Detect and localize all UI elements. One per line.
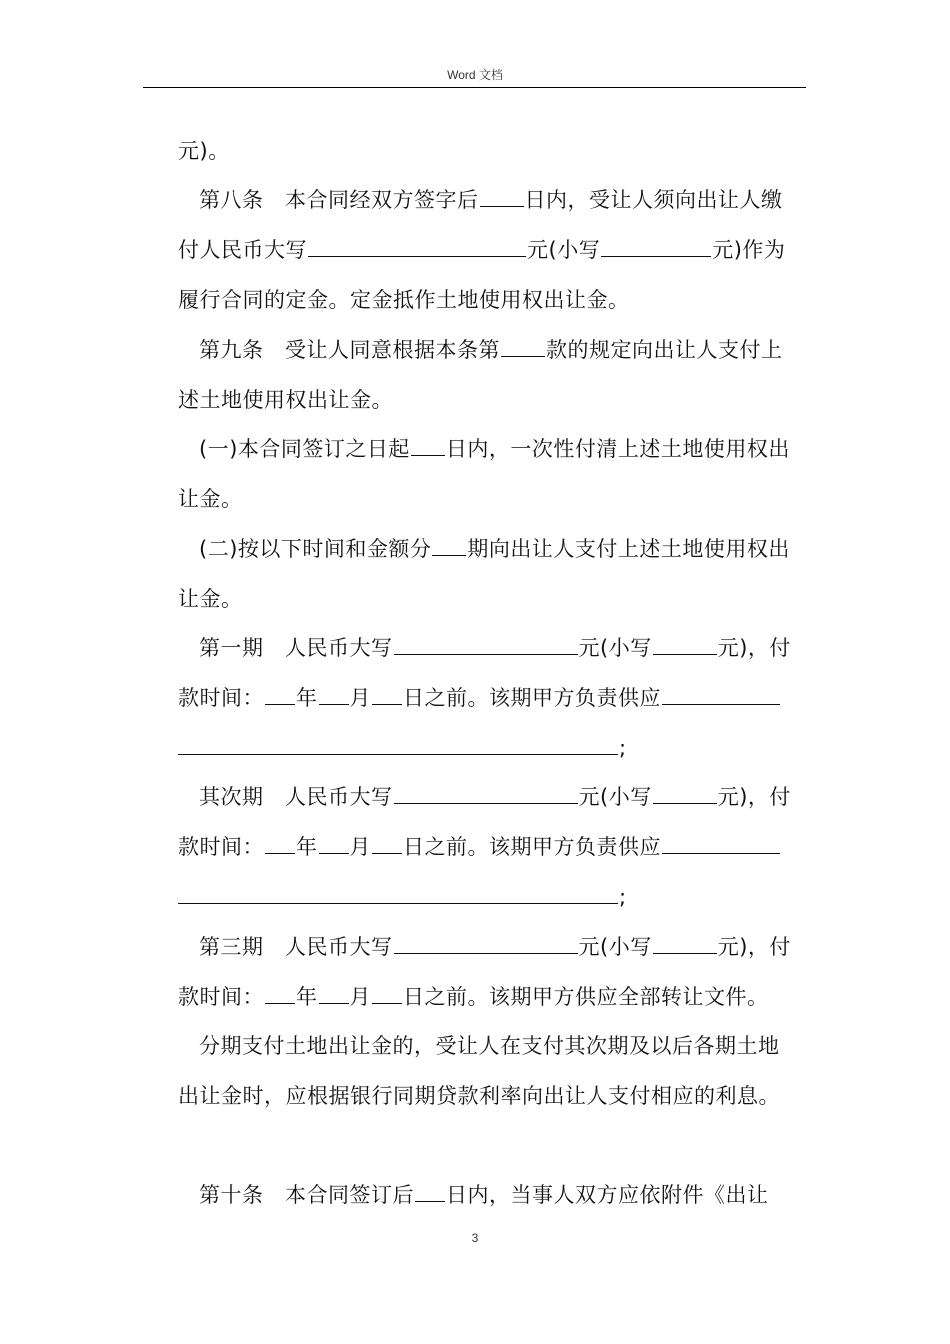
blank-field [178, 734, 618, 755]
paragraph-line: 元)。 [178, 139, 230, 163]
article-8-line-3: 履行合同的定金。定金抵作土地使用权出让金。 [178, 288, 630, 312]
blank-field [319, 983, 349, 1004]
article-10-line-1: 第十条 本合同签订后 日内，当事人双方应依附件《出让 [199, 1183, 769, 1207]
installment-1-line-2: 款时间： 年 月 日之前。该期甲方负责供应 [178, 683, 781, 713]
article-9-line-1: 第九条 受让人同意根据本条第 款的规定向出让人支付上 [199, 338, 783, 362]
installment-3-line-1: 第三期 人民币大写 元(小写 元)，付 [199, 935, 791, 959]
blank-field [662, 833, 780, 854]
blank-field [432, 535, 466, 556]
blank-field [265, 983, 295, 1004]
blank-field [265, 833, 295, 854]
blank-field [308, 236, 526, 257]
installment-1-line-1: 第一期 人民币大写 元(小写 元)，付 [199, 636, 791, 660]
blank-field [662, 684, 780, 705]
paragraph-line: 出让金时，应根据银行同期贷款利率向出让人支付相应的利息。 [178, 1084, 780, 1108]
installment-1-line-3: ; [178, 733, 627, 763]
blank-field [415, 1181, 445, 1202]
clause-1-line-1: (一)本合同签订之日起 日内，一次性付清上述土地使用权出 [199, 437, 790, 461]
installment-2-line-1: 其次期 人民币大写 元(小写 元)，付 [199, 785, 791, 809]
blank-field [319, 684, 349, 705]
paragraph-line: 分期支付土地出让金的，受让人在支付其次期及以后各期土地 [199, 1034, 780, 1058]
blank-field [265, 684, 295, 705]
blank-field [653, 933, 717, 954]
header-divider [143, 87, 806, 88]
page-number: 3 [471, 1231, 479, 1245]
installment-3-line-2: 款时间： 年 月 日之前。该期甲方供应全部转让文件。 [178, 985, 769, 1009]
article-8-line-2: 付人民币大写 元(小写 元)作为 [178, 238, 786, 262]
clause-1-line-2: 让金。 [178, 487, 243, 511]
article-8-line-1: 第八条 本合同经双方签字后 日内，受让人须向出让人缴 [199, 188, 783, 212]
blank-field [319, 833, 349, 854]
blank-field [480, 186, 524, 207]
page-header: Word 文档 [447, 68, 503, 82]
blank-field [601, 236, 711, 257]
blank-field [653, 634, 717, 655]
blank-field [372, 983, 402, 1004]
blank-field [372, 684, 402, 705]
blank-field [394, 783, 578, 804]
clause-2-line-1: (二)按以下时间和金额分 期向出让人支付上述土地使用权出 [199, 537, 790, 561]
installment-2-line-3: ; [178, 882, 627, 912]
clause-2-line-2: 让金。 [178, 587, 243, 611]
blank-field [411, 435, 445, 456]
blank-field [178, 883, 618, 904]
article-9-line-2: 述土地使用权出让金。 [178, 388, 393, 412]
blank-field [394, 634, 578, 655]
blank-field [501, 336, 545, 357]
blank-field [372, 833, 402, 854]
installment-2-line-2: 款时间： 年 月 日之前。该期甲方负责供应 [178, 832, 781, 862]
blank-field [653, 783, 717, 804]
blank-field [394, 933, 578, 954]
